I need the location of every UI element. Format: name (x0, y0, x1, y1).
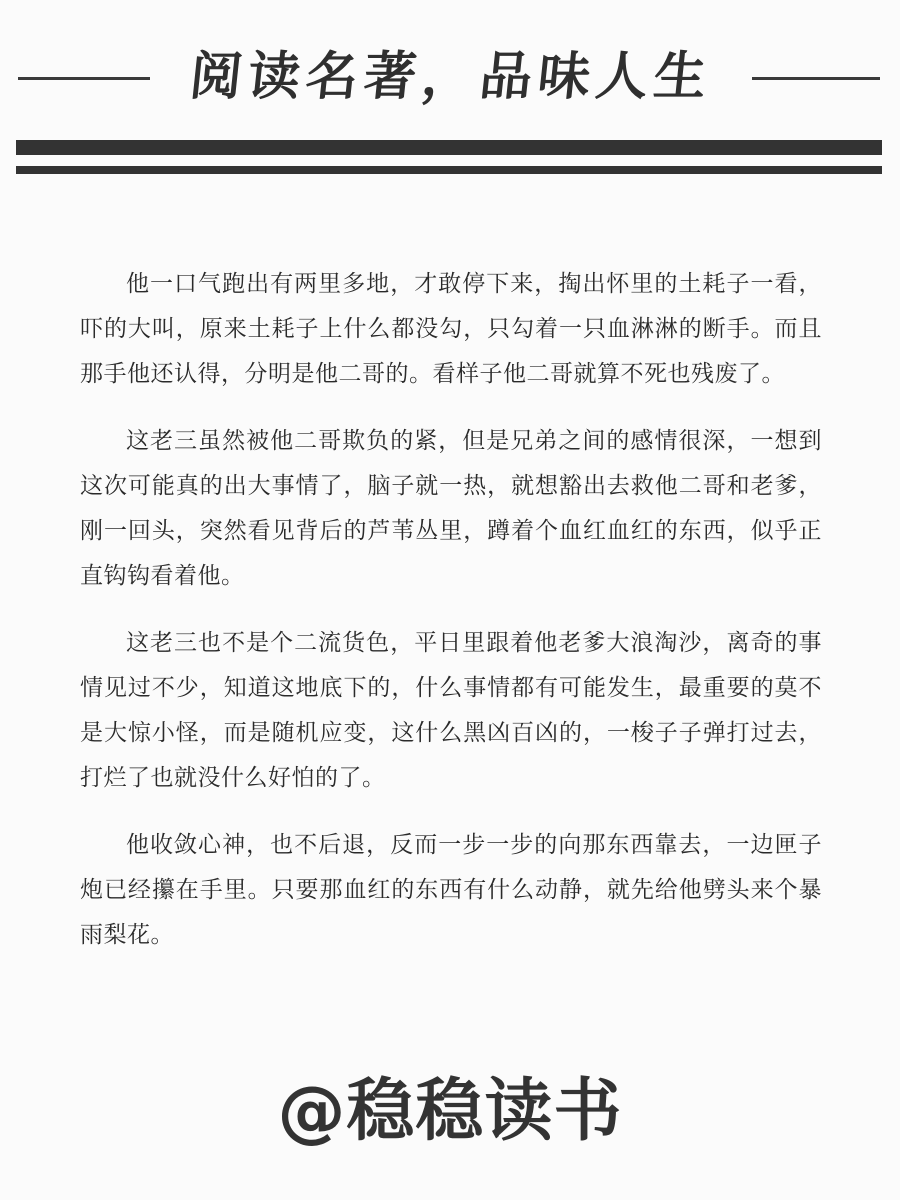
header-thin-bar (16, 166, 882, 174)
header-thick-bar (16, 140, 882, 155)
article-body (80, 262, 822, 980)
header-title: 阅读名著，品味人生 (186, 47, 716, 107)
article-paragraph-3: 这老三也不是个二流货色，平日里跟着他老爹大浪淘沙，离奇的事情见过不少，知道这地底下的，什么事情都有可能发生，最重要的莫不是大惊小怪，而是随机应变，这什么黑凶百凶的，一梭子子弹打过去，打烂了也就没什么好怕的了。 (80, 630, 822, 791)
header-left-rule (18, 77, 150, 80)
article-paragraph-2: 这老三虽然被他二哥欺负的紧，但是兄弟之间的感情很深，一想到这次可能真的出大事情了，脑子就一热，就想豁出去救他二哥和老爹，刚一回头，突然看见背后的芦苇丛里，蹲着个血红血红的东西，似乎正直钩钩看着他。 (80, 428, 822, 589)
article-paragraph-4: 他收敛心神，也不后退，反而一步一步的向那东西靠去，一边匣子炮已经攥在手里。只要那血红的东西有什么动静，就先给他劈头来个暴雨梨花。 (80, 832, 822, 948)
header-right-rule (752, 77, 880, 80)
page-header (0, 0, 900, 200)
author-watermark: @稳稳读书 (277, 1072, 623, 1151)
article-paragraph-1: 他一口气跑出有两里多地，才敢停下来，掏出怀里的土耗子一看，吓的大叫，原来土耗子上什么都没勾，只勾着一只血淋淋的断手。而且那手他还认得，分明是他二哥的。看样子他二哥就算不死也残废了。 (80, 271, 822, 387)
